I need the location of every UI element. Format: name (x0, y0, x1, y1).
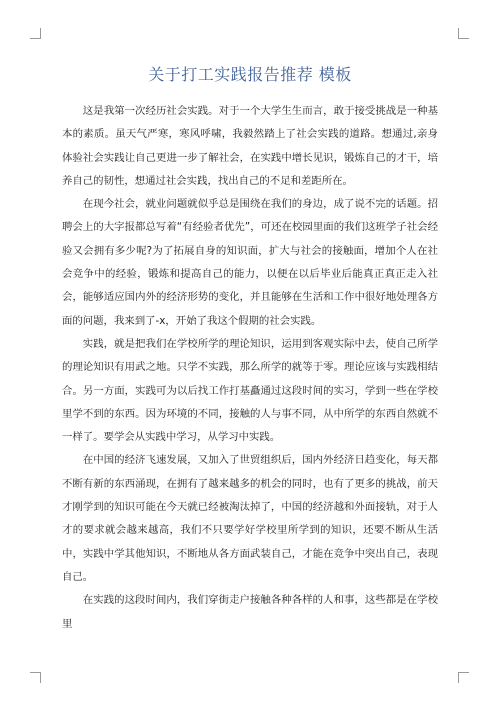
paragraph-5: 在实践的这段时间内，我们穿街走户接触各种各样的人和事，这些都是在学校里 (62, 594, 438, 630)
document-body (62, 100, 438, 636)
paragraph-2: 在现今社会，就业问题就似乎总是围绕在我们的身边，成了说不完的话题。招聘会上的大字报都总写着“有经验者优先”，可还在校园里面的我们这班学子社会经验又会拥有多少呢?为了拓展自身的知识面，扩大与社会的接触面，增加个人在社会竞争中的经验，锻炼和提高自己的能力，以便在以后毕业后能真正真正走入社会，能够适应国内外的经济形势的变化，并且能够在生活和工作中很好地处理各方面的问题，我来到了-x，开始了我这个假期的社会实践。 (62, 198, 438, 327)
document-title: 关于打工实践报告推荐 模板 (148, 65, 352, 84)
crop-mark-top-left (30, 28, 41, 39)
paragraph-3: 实践，就是把我们在学校所学的理论知识，运用到客观实际中去，使自己所学的理论知识有用武之地。只学不实践，那么所学的就等于零。理论应该与实践相结合。另一方面，实践可为以后找工作打基矗通过这段时间的实习，学到一些在学校里学不到的东西。因为环境的不同，接触的人与事不同，从中所学的东西自然就不一样了。要学会从实践中学习，从学习中实践。 (62, 337, 438, 444)
crop-mark-top-right (458, 28, 469, 39)
paragraph-4: 在中国的经济飞速发展，又加入了世贸组织后，国内外经济日趋变化，每天都不断有新的东西涌现，在拥有了越来越多的机会的同时，也有了更多的挑战，前天才刚学到的知识可能在今天就已经被淘汰掉了，中国的经济越和外面接轨，对于人才的要求就会越来越高，我们不只要学好学校里所学到的知识，还要不断从生活中，实践中学其他知识，不断地从各方面武装自己，才能在竞争中突出自己，表现自己。 (62, 454, 438, 583)
crop-mark-bottom-left (30, 672, 41, 683)
crop-mark-bottom-right (458, 672, 469, 683)
paragraph-1: 这是我第一次经历社会实践。对于一个大学生生而言，敢于接受挑战是一种基本的素质。虽天气严寒，寒风呼啸，我毅然踏上了社会实践的道路。想通过,亲身体验社会实践让自己更进一步了解社会，在实践中增长见识，锻炼自己的才干，培养自己的韧性，想通过社会实践，找出自己的不足和差距所在。 (62, 105, 438, 187)
